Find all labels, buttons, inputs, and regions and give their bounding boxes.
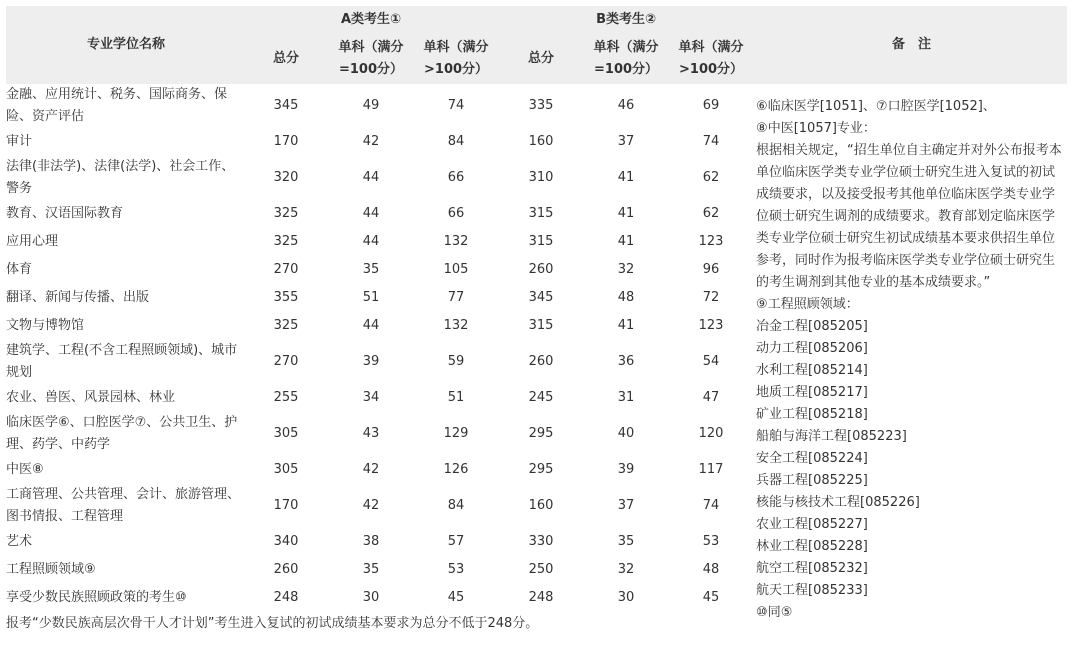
table-row xyxy=(6,84,1067,128)
row-major-name: 法律(非法学)、法律(法学)、社会工作、警务 xyxy=(6,159,235,196)
remarks-last-line: ⑩同⑤ xyxy=(756,605,793,620)
header-a-single-100: 单科（满分=100分） xyxy=(326,34,416,84)
header-b-total: 总分 xyxy=(496,34,586,84)
row-a-single-100: 44 xyxy=(362,206,380,221)
row-b-total: 330 xyxy=(528,534,554,549)
row-major-name: 享受少数民族照顾政策的考生⑩ xyxy=(6,590,187,605)
row-b-single-100: 37 xyxy=(617,134,635,149)
row-a-total: 340 xyxy=(273,534,299,549)
row-b-single-gt100: 48 xyxy=(702,562,720,577)
row-a-single-gt100: 66 xyxy=(447,170,465,185)
header-a-total: 总分 xyxy=(246,34,326,84)
row-b-total: 260 xyxy=(528,262,554,277)
row-b-total: 315 xyxy=(528,318,554,333)
row-b-total: 345 xyxy=(528,290,554,305)
row-a-total: 170 xyxy=(273,134,299,149)
row-b-total: 295 xyxy=(528,462,554,477)
footer-note: 报考“少数民族高层次骨干人才计划”考生进入复试的初试成绩基本要求为总分不低于248分。 xyxy=(6,616,539,631)
remarks-eng-title: ⑨工程照顾领域： xyxy=(756,297,859,312)
remarks-paragraph: 根据相关规定，“招生单位自主确定并对外公布报考本单位临床医学类专业学位硕士研究生进入复试的初试成绩要求，以及接受报考其他单位临床医学类专业学位硕士研究生调剂的成绩要求。教育部划定临床医学类专业学位硕士研究生初试成绩基本要求供招生单位参考，同时作为报考临床医学类专业学位硕士研究生的考生调剂到其他专业的基本成绩要求。” xyxy=(756,143,1062,290)
row-b-single-gt100: 45 xyxy=(702,590,720,605)
remarks-eng-field: 动力工程[085206] xyxy=(756,341,868,356)
row-b-single-gt100: 123 xyxy=(698,318,724,333)
row-b-single-gt100: 62 xyxy=(702,206,720,221)
row-a-single-100: 44 xyxy=(362,318,380,333)
row-b-total: 250 xyxy=(528,562,554,577)
row-a-single-100: 44 xyxy=(362,170,380,185)
row-a-single-100: 34 xyxy=(362,390,380,405)
row-b-single-gt100: 117 xyxy=(698,462,724,477)
row-b-single-100: 40 xyxy=(617,426,635,441)
remarks-eng-field: 船舶与海洋工程[085223] xyxy=(756,429,907,444)
row-a-single-100: 49 xyxy=(362,98,380,113)
header-remarks: 备 注 xyxy=(756,6,1067,84)
row-b-total: 260 xyxy=(528,354,554,369)
row-a-single-gt100: 84 xyxy=(447,498,465,513)
row-a-total: 325 xyxy=(273,234,299,249)
row-b-single-100: 48 xyxy=(617,290,635,305)
row-b-single-100: 32 xyxy=(617,262,635,277)
row-a-single-gt100: 84 xyxy=(447,134,465,149)
row-a-single-gt100: 45 xyxy=(447,590,465,605)
row-a-single-100: 35 xyxy=(362,262,380,277)
row-b-single-100: 32 xyxy=(617,562,635,577)
row-a-single-gt100: 51 xyxy=(447,390,465,405)
remarks-eng-field: 核能与核技术工程[085226] xyxy=(756,495,920,510)
row-major-name: 农业、兽医、风景园林、林业 xyxy=(6,390,176,405)
row-a-total: 325 xyxy=(273,206,299,221)
row-major-name: 审计 xyxy=(6,134,33,149)
row-a-single-gt100: 53 xyxy=(447,562,465,577)
row-b-single-gt100: 120 xyxy=(698,426,724,441)
remarks-eng-field: 水利工程[085214] xyxy=(756,363,868,378)
header-b-single-100: 单科（满分=100分） xyxy=(586,34,666,84)
row-a-total: 260 xyxy=(273,562,299,577)
row-a-total: 305 xyxy=(273,462,299,477)
row-a-total: 325 xyxy=(273,318,299,333)
row-major-name: 教育、汉语国际教育 xyxy=(6,206,124,221)
row-b-single-gt100: 96 xyxy=(702,262,720,277)
row-a-single-gt100: 74 xyxy=(447,98,465,113)
remarks-eng-field: 安全工程[085224] xyxy=(756,451,868,466)
row-b-single-100: 39 xyxy=(617,462,635,477)
row-b-single-100: 41 xyxy=(617,318,635,333)
row-b-single-gt100: 74 xyxy=(702,134,720,149)
row-b-total: 295 xyxy=(528,426,554,441)
row-a-single-gt100: 132 xyxy=(443,318,469,333)
row-a-single-gt100: 59 xyxy=(447,354,465,369)
row-a-single-gt100: 66 xyxy=(447,206,465,221)
row-b-single-100: 30 xyxy=(617,590,635,605)
remarks-eng-field: 冶金工程[085205] xyxy=(756,319,868,334)
row-a-total: 270 xyxy=(273,262,299,277)
header-group-a: A类考生① xyxy=(246,6,496,34)
row-b-single-gt100: 74 xyxy=(702,498,720,513)
row-b-total: 248 xyxy=(528,590,554,605)
score-table xyxy=(6,6,1067,636)
row-a-single-gt100: 105 xyxy=(443,262,469,277)
header-b-single-gt100: 单科（满分>100分） xyxy=(666,34,756,84)
remarks-cell xyxy=(756,84,1067,636)
row-b-total: 310 xyxy=(528,170,554,185)
row-b-single-100: 35 xyxy=(617,534,635,549)
row-b-single-100: 41 xyxy=(617,234,635,249)
row-a-total: 170 xyxy=(273,498,299,513)
remarks-eng-field: 农业工程[085227] xyxy=(756,517,868,532)
row-b-single-gt100: 69 xyxy=(702,98,720,113)
row-a-single-gt100: 77 xyxy=(447,290,465,305)
row-a-single-100: 39 xyxy=(362,354,380,369)
remarks-line-2: ⑧中医[1057]专业： xyxy=(756,121,876,136)
row-a-single-100: 38 xyxy=(362,534,380,549)
row-a-single-gt100: 126 xyxy=(443,462,469,477)
remarks-eng-field: 航天工程[085233] xyxy=(756,583,868,598)
row-major-name: 工商管理、公共管理、会计、旅游管理、图书情报、工程管理 xyxy=(6,487,241,524)
row-b-single-100: 46 xyxy=(617,98,635,113)
remarks-eng-field: 矿业工程[085218] xyxy=(756,407,868,422)
header-major-name: 专业学位名称 xyxy=(6,6,246,84)
row-a-total: 270 xyxy=(273,354,299,369)
row-a-single-gt100: 132 xyxy=(443,234,469,249)
row-b-total: 160 xyxy=(528,498,554,513)
row-major-name: 体育 xyxy=(6,262,33,277)
row-a-single-gt100: 57 xyxy=(447,534,465,549)
row-major-name: 中医⑧ xyxy=(6,462,44,477)
row-a-total: 305 xyxy=(273,426,299,441)
row-b-single-100: 41 xyxy=(617,206,635,221)
row-b-single-gt100: 62 xyxy=(702,170,720,185)
row-major-name: 应用心理 xyxy=(6,234,59,249)
row-b-total: 160 xyxy=(528,134,554,149)
row-major-name: 翻译、新闻与传播、出版 xyxy=(6,290,150,305)
row-major-name: 建筑学、工程(不含工程照顾领域)、城市规划 xyxy=(6,343,238,380)
remarks-eng-field: 地质工程[085217] xyxy=(756,385,868,400)
row-a-total: 345 xyxy=(273,98,299,113)
row-a-total: 320 xyxy=(273,170,299,185)
row-major-name: 临床医学⑥、口腔医学⑦、公共卫生、护理、药学、中药学 xyxy=(6,415,238,452)
row-b-single-100: 31 xyxy=(617,390,635,405)
row-b-total: 315 xyxy=(528,234,554,249)
row-a-single-gt100: 129 xyxy=(443,426,469,441)
header-group-b: B类考生② xyxy=(496,6,756,34)
row-a-single-100: 42 xyxy=(362,498,380,513)
row-a-single-100: 42 xyxy=(362,462,380,477)
row-major-name: 金融、应用统计、税务、国际商务、保险、资产评估 xyxy=(6,87,228,124)
row-b-single-100: 37 xyxy=(617,498,635,513)
row-b-total: 245 xyxy=(528,390,554,405)
row-b-single-gt100: 53 xyxy=(702,534,720,549)
row-a-single-100: 51 xyxy=(362,290,380,305)
row-major-name: 艺术 xyxy=(6,534,33,549)
header-a-single-gt100: 单科（满分>100分） xyxy=(416,34,496,84)
remarks-eng-field: 林业工程[085228] xyxy=(756,539,868,554)
row-a-total: 355 xyxy=(273,290,299,305)
row-b-single-gt100: 54 xyxy=(702,354,720,369)
row-b-total: 315 xyxy=(528,206,554,221)
row-major-name: 文物与博物馆 xyxy=(6,318,85,333)
row-a-single-100: 44 xyxy=(362,234,380,249)
row-a-total: 255 xyxy=(273,390,299,405)
row-a-single-100: 43 xyxy=(362,426,380,441)
row-b-single-100: 41 xyxy=(617,170,635,185)
row-a-single-100: 30 xyxy=(362,590,380,605)
row-b-single-gt100: 47 xyxy=(702,390,720,405)
row-a-single-100: 42 xyxy=(362,134,380,149)
remarks-line-1: ⑥临床医学[1051]、⑦口腔医学[1052]、 xyxy=(756,99,996,114)
row-major-name: 工程照顾领域⑨ xyxy=(6,562,96,577)
row-b-single-100: 36 xyxy=(617,354,635,369)
row-a-total: 248 xyxy=(273,590,299,605)
row-b-single-gt100: 72 xyxy=(702,290,720,305)
row-b-single-gt100: 123 xyxy=(698,234,724,249)
remarks-eng-field: 兵器工程[085225] xyxy=(756,473,868,488)
row-b-total: 335 xyxy=(528,98,554,113)
row-a-single-100: 35 xyxy=(362,562,380,577)
remarks-eng-field: 航空工程[085232] xyxy=(756,561,868,576)
